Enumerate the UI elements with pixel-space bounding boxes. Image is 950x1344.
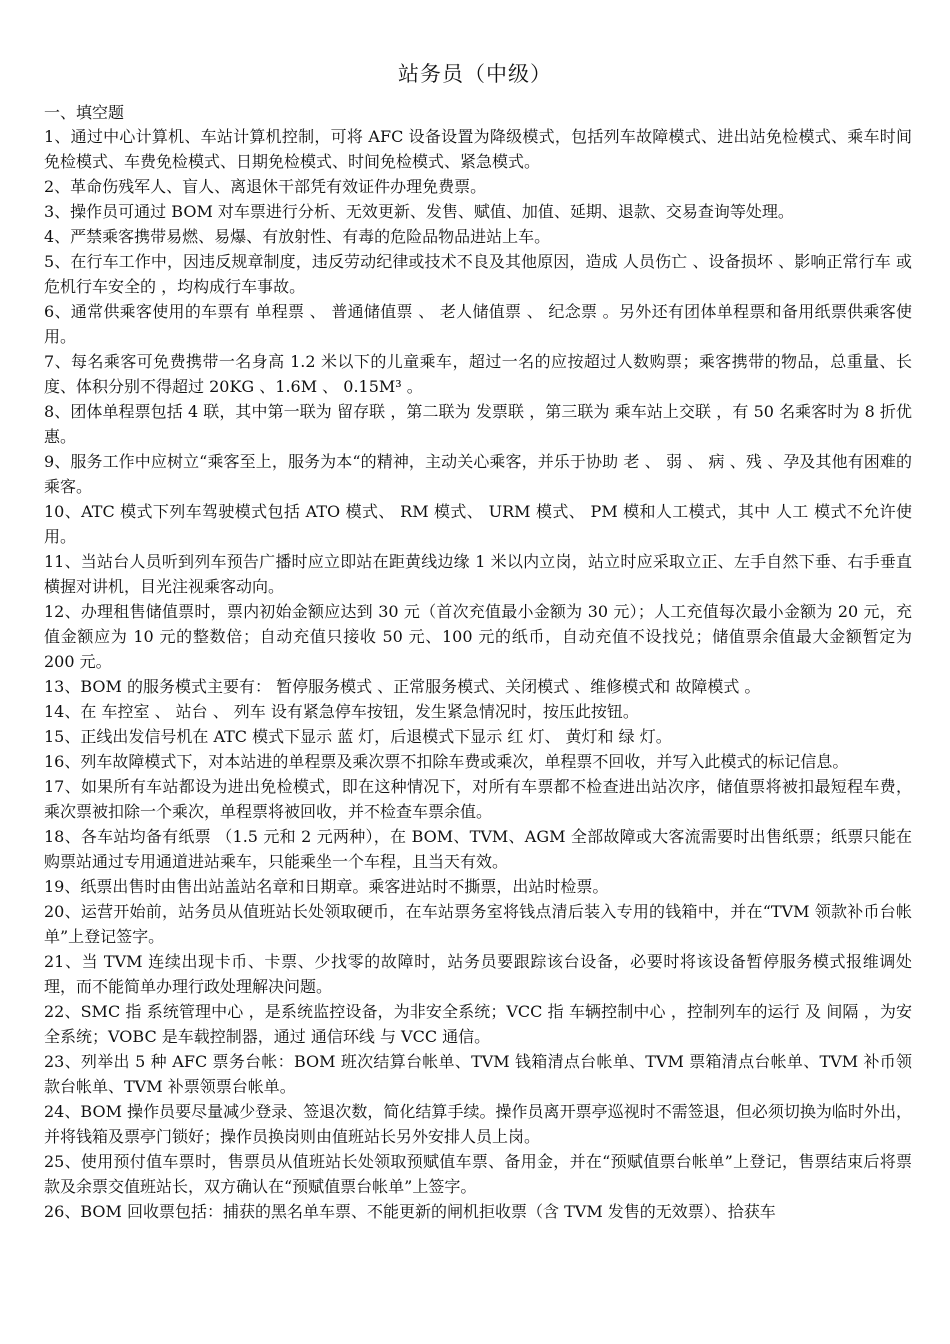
question-4: 4、严禁乘客携带易燃、易爆、有放射性、有毒的危险品物品进站上车。 [44, 227, 551, 246]
question-11: 11、当站台人员听到列车预告广播时应立即站在距黄线边缘 1 米以内立岗，站立时应采取立正、左手自然下垂、右手垂直横握对讲机，目光注视乘客动向。 [44, 552, 912, 596]
question-10: 10、ATC 模式下列车驾驶模式包括 ATO 模式、 RM 模式、 URM 模式、 PM 模和人工模式，其中 人工 模式不允许使用。 [44, 502, 912, 546]
question-5: 5、在行车工作中，因违反规章制度，违反劳动纪律或技术不良及其他原因，造成 人员伤亡 、设备损坏 、影响正常行车 或 危机行车安全的 ，均构成行车事故。 [44, 252, 912, 296]
question-9: 9、服务工作中应树立“乘客至上，服务为本“的精神，主动关心乘客，并乐于协助 老 、 弱 、 病 、残 、孕及其他有困难的乘客。 [44, 452, 912, 496]
question-list [44, 124, 912, 1224]
question-22: 22、SMC 指 系统管理中心 ，是系统监控设备，为非安全系统；VCC 指 车辆控制中心 ，控制列车的运行 及 间隔 ，为安全系统；VOBC 是车载控制器，通过 通信环线 与 VCC 通信。 [44, 1002, 912, 1046]
document-title: 站务员（中级） [398, 62, 552, 86]
question-12: 12、办理租售储值票时，票内初始金额应达到 30 元（首次充值最小金额为 30 元）；人工充值每次最小金额为 20 元，充值金额应为 10 元的整数倍；自动充值只接收 50 元、100 元的纸币，自动充值不设找兑；储值票余值最大金额暂定为 200 元。 [44, 602, 912, 671]
question-3: 3、操作员可通过 BOM 对车票进行分析、无效更新、发售、赋值、加值、延期、退款、交易查询等处理。 [44, 202, 794, 221]
question-14: 14、在 车控室 、 站台 、 列车 设有紧急停车按钮，发生紧急情况时，按压此按钮。 [44, 702, 639, 721]
question-8: 8、团体单程票包括 4 联，其中第一联为 留存联 ，第二联为 发票联 ，第三联为 乘车站上交联 ，有 50 名乘客时为 8 折优惠。 [44, 402, 912, 446]
question-1: 1、通过中心计算机、车站计算机控制，可将 AFC 设备设置为降级模式，包括列车故障模式、进出站免检模式、乘车时间免检模式、车费免检模式、日期免检模式、时间免检模式、紧急模式。 [44, 127, 912, 171]
question-18: 18、各车站均备有纸票 （1.5 元和 2 元两种），在 BOM、TVM、AGM 全部故障或大客流需要时出售纸票；纸票只能在购票站通过专用通道进站乘车，只能乘坐一个车程，且当天有效。 [44, 827, 912, 871]
question-17: 17、如果所有车站都设为进出免检模式，即在这种情况下，对所有车票都不检查进出站次序，储值票将被扣最短程车费，乘次票被扣除一个乘次，单程票将被回收，并不检查车票余值。 [44, 777, 912, 821]
question-13: 13、BOM 的服务模式主要有： 暂停服务模式 、正常服务模式、关闭模式 、维修模式和 故障模式 。 [44, 677, 761, 696]
section-heading: 一、填空题 [44, 103, 125, 122]
question-2: 2、革命伤残军人、盲人、离退休干部凭有效证件办理免费票。 [44, 177, 487, 196]
question-25: 25、使用预付值车票时，售票员从值班站长处领取预赋值车票、备用金，并在“预赋值票台帐单”上登记，售票结束后将票款及余票交值班站长，双方确认在“预赋值票台帐单”上签字。 [44, 1152, 912, 1196]
question-7: 7、每名乘客可免费携带一名身高 1.2 米以下的儿童乘车，超过一名的应按超过人数购票；乘客携带的物品，总重量、长度、体积分别不得超过 20KG 、1.6M 、 0.15M³ 。 [44, 352, 912, 396]
question-15: 15、正线出发信号机在 ATC 模式下显示 蓝 灯，后退模式下显示 红 灯、 黄灯和 绿 灯。 [44, 727, 672, 746]
question-20: 20、运营开始前，站务员从值班站长处领取硬币，在车站票务室将钱点清后装入专用的钱箱中，并在“TVM 领款补币台帐单”上登记签字。 [44, 902, 912, 946]
question-21: 21、当 TVM 连续出现卡币、卡票、少找零的故障时，站务员要跟踪该台设备，必要时将该设备暂停服务模式报维调处理，而不能简单办理行政处理解决问题。 [44, 952, 912, 996]
question-26: 26、BOM 回收票包括：捕获的黑名单车票、不能更新的闸机拒收票（含 TVM 发售的无效票）、拾获车 [44, 1202, 776, 1221]
question-23: 23、列举出 5 种 AFC 票务台帐：BOM 班次结算台帐单、TVM 钱箱清点台帐单、TVM 票箱清点台帐单、TVM 补币领款台帐单、TVM 补票领票台帐单。 [44, 1052, 912, 1096]
question-24: 24、BOM 操作员要尽量减少登录、签退次数，简化结算手续。操作员离开票亭巡视时不需签退，但必须切换为临时外出，并将钱箱及票亭门锁好；操作员换岗则由值班站长另外安排人员上岗。 [44, 1102, 912, 1146]
question-19: 19、纸票出售时由售出站盖站名章和日期章。乘客进站时不撕票，出站时检票。 [44, 877, 609, 896]
question-6: 6、通常供乘客使用的车票有 单程票 、 普通储值票 、 老人储值票 、 纪念票 。另外还有团体单程票和备用纸票供乘客使用。 [44, 302, 912, 346]
question-16: 16、列车故障模式下，对本站进的单程票及乘次票不扣除车费或乘次，单程票不回收，并写入此模式的标记信息。 [44, 752, 849, 771]
